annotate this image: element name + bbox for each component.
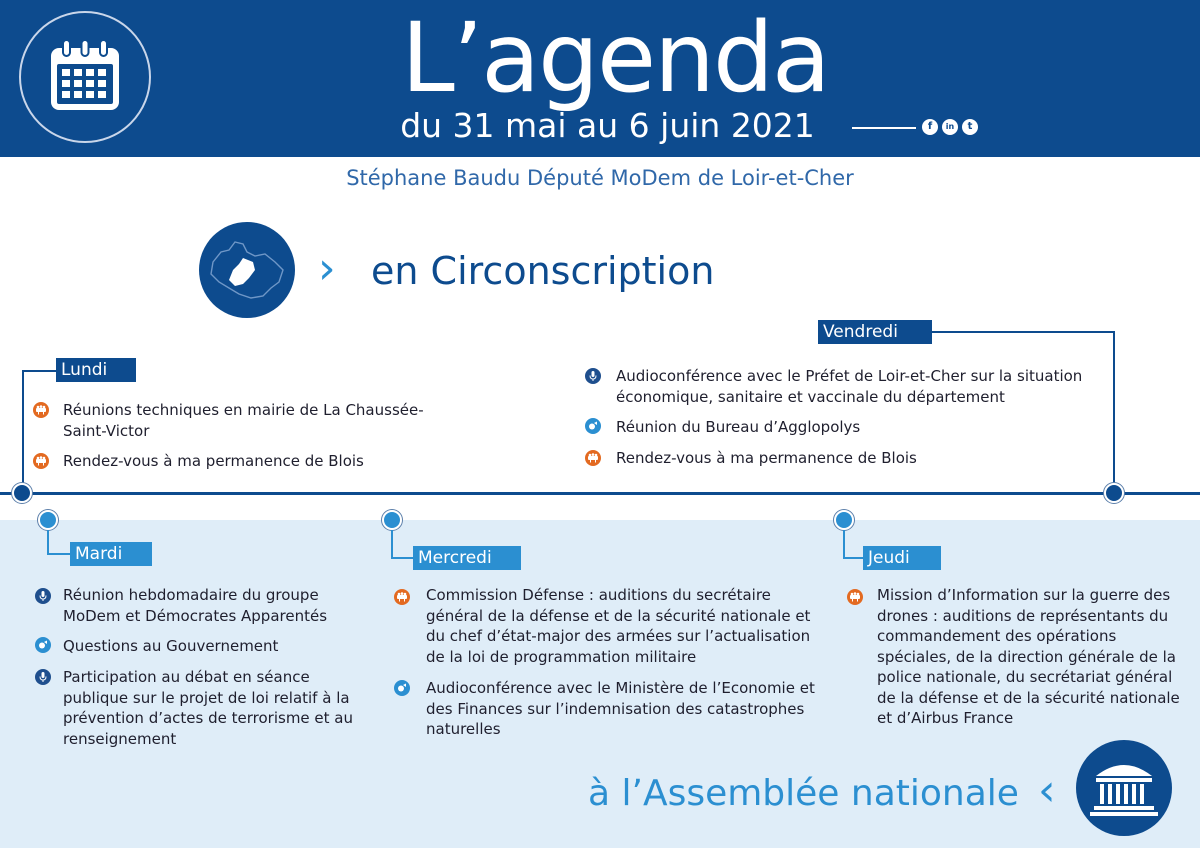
timeline-node-lundi — [12, 483, 32, 503]
parliament-badge — [1076, 740, 1172, 836]
mercredi-connector — [391, 530, 393, 558]
mercredi-item: Audioconférence avec le Ministère de l’Economie et des Finances sur l’indemnisation des catastrophes naturelles — [426, 679, 815, 738]
video-icon — [394, 680, 410, 696]
timeline-node-jeudi — [834, 510, 854, 530]
linkedin-icon[interactable]: in — [942, 119, 958, 135]
vendredi-item: Audioconférence avec le Préfet de Loir-et-Cher sur la situation économique, sanitaire et vaccinale du département — [616, 367, 1083, 406]
chevron-left-icon: ‹ — [1038, 765, 1056, 816]
assemblee-title: à l’Assemblée nationale — [588, 773, 1019, 814]
timeline-node-mercredi — [382, 510, 402, 530]
microphone-icon — [585, 368, 601, 384]
day-label-jeudi: Jeudi — [863, 546, 941, 570]
meeting-icon — [33, 402, 49, 418]
jeudi-connector — [843, 530, 845, 558]
facebook-icon[interactable]: f — [922, 119, 938, 135]
page-title: L’agenda — [401, 2, 829, 114]
chevron-right-icon: › — [318, 243, 336, 294]
microphone-icon — [35, 588, 51, 604]
timeline-axis — [0, 492, 1200, 495]
lundi-item: Réunions techniques en mairie de La Chaussée-Saint-Victor — [63, 401, 424, 440]
microphone-icon — [35, 669, 51, 685]
social-divider — [852, 127, 916, 129]
mercredi-connector-h — [391, 557, 415, 559]
mardi-connector-h — [47, 553, 71, 555]
map-badge — [199, 222, 295, 318]
lundi-connector-h — [22, 370, 58, 372]
meeting-icon — [585, 450, 601, 466]
lundi-item: Rendez-vous à ma permanence de Blois — [63, 452, 364, 470]
day-label-lundi: Lundi — [56, 358, 136, 382]
timeline-node-vendredi — [1104, 483, 1124, 503]
date-range: du 31 mai au 6 juin 2021 — [400, 106, 815, 145]
meeting-icon — [33, 453, 49, 469]
vendredi-item: Rendez-vous à ma permanence de Blois — [616, 449, 917, 467]
twitter-icon[interactable]: t — [962, 119, 978, 135]
vendredi-connector-h — [930, 331, 1114, 333]
mardi-item: Questions au Gouvernement — [63, 637, 279, 655]
lundi-connector — [22, 370, 24, 492]
jeudi-connector-h — [843, 557, 865, 559]
meeting-icon — [847, 589, 863, 605]
meeting-icon — [394, 589, 410, 605]
video-icon — [585, 418, 601, 434]
deputy-subtitle: Stéphane Baudu Député MoDem de Loir-et-Cher — [346, 166, 854, 190]
circonscription-title: en Circonscription — [371, 249, 715, 293]
day-label-mercredi: Mercredi — [413, 546, 521, 570]
map-icon — [199, 222, 295, 318]
mardi-connector — [47, 530, 49, 554]
timeline-node-mardi — [38, 510, 58, 530]
parliament-icon — [1076, 740, 1172, 836]
mardi-item: Réunion hebdomadaire du groupe MoDem et Démocrates Apparentés — [63, 586, 328, 625]
mardi-item: Participation au débat en séance publique sur le projet de loi relatif à la prévention d’actes de terrorisme et au renseignement — [63, 668, 354, 748]
vendredi-item: Réunion du Bureau d’Agglopolys — [616, 418, 861, 436]
video-icon — [35, 637, 51, 653]
jeudi-item: Mission d’Information sur la guerre des drones : auditions de représentants du commandement des opérations spéciales, de la direction générale de la police nationale, du secrétariat général de la défense et de la sécurité nationale et d’Airbus France — [877, 586, 1180, 727]
mercredi-item: Commission Défense : auditions du secrétaire général de la défense et de la sécurité nationale et du chef d’état-major des armées sur l’actualisation de la loi de programmation militaire — [426, 586, 811, 666]
day-label-vendredi: Vendredi — [818, 320, 932, 344]
header-banner — [0, 0, 1200, 157]
day-label-mardi: Mardi — [70, 542, 152, 566]
